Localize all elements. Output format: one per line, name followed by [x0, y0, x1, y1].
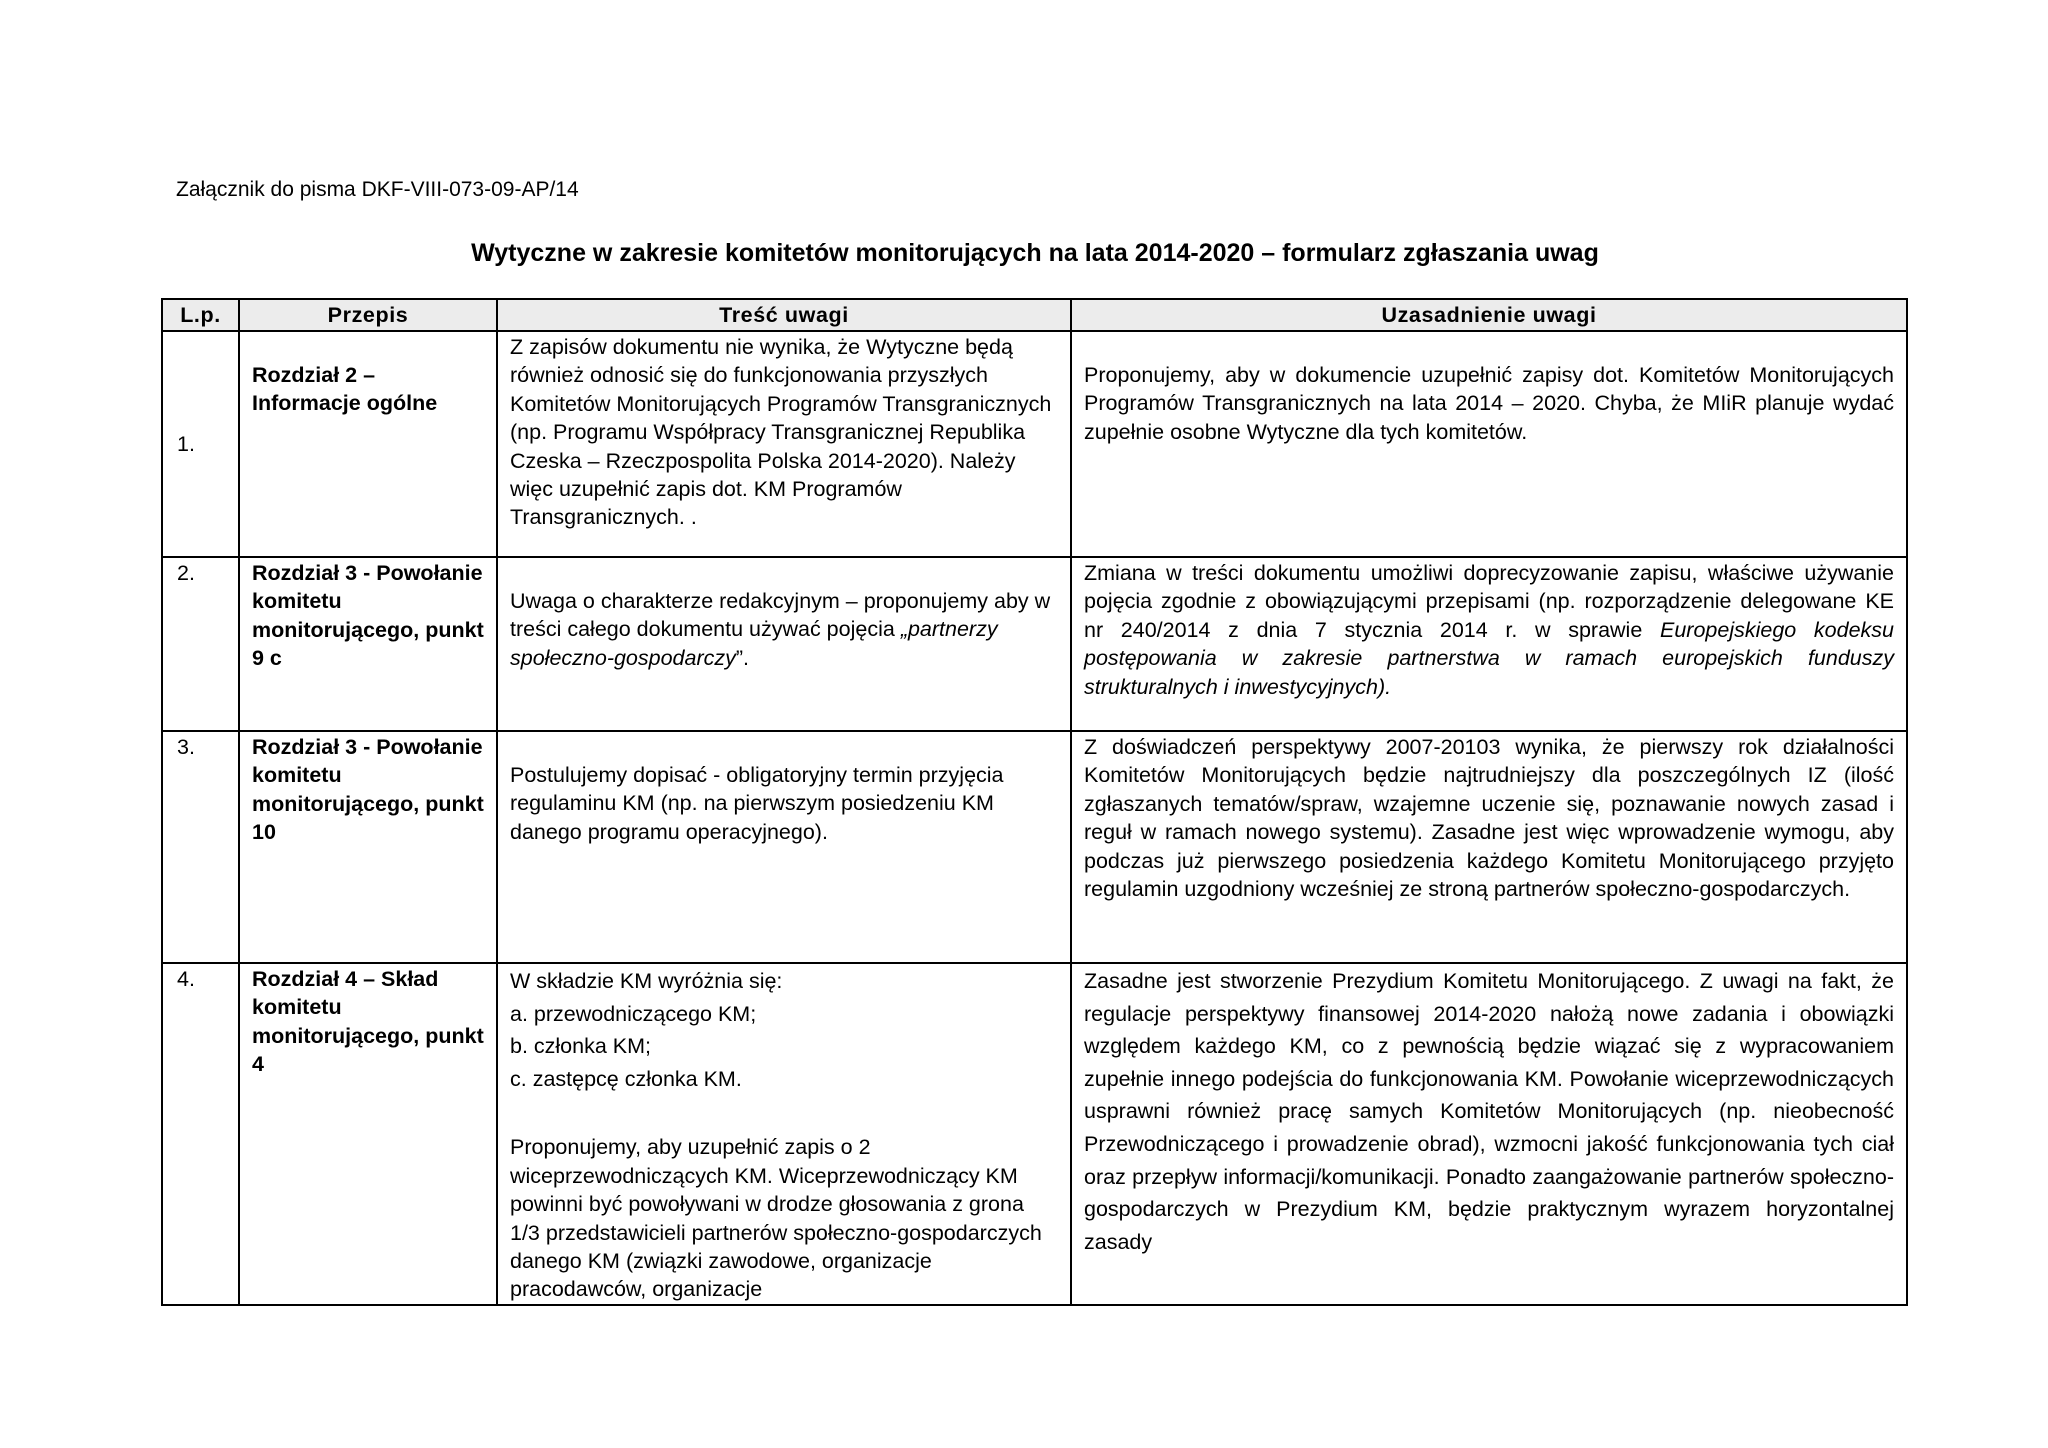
document-reference: Załącznik do pisma DKF-VIII-073-09-AP/14: [176, 178, 579, 201]
cell-lp: 1.: [162, 331, 239, 557]
uzas-text: Zmiana w treści dokumentu umożliwi doprecyzowanie zapisu, właściwe używanie pojęcia zgodnie z obowiązującymi przepisami (np. rozporządzenie delegowane KE nr 240/2014 z dnia 7 stycznia 2014 r. w sprawie: [1084, 561, 1894, 642]
przepis-line: Rozdział 2 –: [252, 363, 376, 387]
cell-lp: 2.: [162, 557, 239, 731]
cell-przepis: Rozdział 3 - Powołanie komitetu monitorującego, punkt 10: [239, 731, 497, 963]
tresc-list-item: c. zastępcę członka KM.: [510, 1066, 742, 1091]
tresc-list-item: b. członka KM;: [510, 1034, 651, 1059]
header-tresc: Treść uwagi: [497, 299, 1071, 331]
tresc-intro: W składzie KM wyróżnia się:: [510, 969, 783, 993]
tresc-quote: „partnerzy społeczno-gospodarczy: [510, 617, 998, 670]
table-row: [162, 557, 1907, 731]
spacer: [510, 1095, 1058, 1133]
cell-uzasadnienie: Zasadne jest stworzenie Prezydium Komitetu Monitorującego. Z uwagi na fakt, że regulacje perspektywy finansowej 2014-2020 nałożą nowe zadania i obowiązki względem każdego KM, co z pewnością będzie wiązać się z wypracowaniem zupełnie innego podejścia do funkcjonowania KM. Powołanie wiceprzewodniczących usprawni również pracę samych Komitetów Monitorujących (np. nieobecność Przewodniczącego i prowadzenie obrad), wzmocni jakość funkcjonowania tych ciał oraz przepływ informacji/komunikacji. Ponadto zaangażowanie partnerów społeczno-gospodarczych w Prezydium KM, będzie praktycznym wyrazem horyzontalnej zasady: [1071, 963, 1907, 1305]
cell-uzasadnienie: [1071, 557, 1907, 731]
uzas-end: ).: [1377, 674, 1392, 699]
cell-tresc: Z zapisów dokumentu nie wynika, że Wytyczne będą również odnosić się do funkcjonowania przyszłych Komitetów Monitorujących Programów Transgranicznych (np. Programu Współpracy Transgranicznej Republika Czeska – Rzeczpospolita Polska 2014-2020). Należy więc uzupełnić zapis dot. KM Programów Transgranicznych. .: [497, 331, 1071, 557]
header-przepis: Przepis: [239, 299, 497, 331]
comments-table: [161, 298, 1908, 1306]
cell-tresc: [497, 557, 1071, 731]
cell-uzasadnienie: Proponujemy, aby w dokumencie uzupełnić zapisy dot. Komitetów Monitorujących Programów Transgranicznych na lata 2014 – 2020. Chyba, że MIiR planuje wydać zupełnie osobne Wytyczne dla tych komitetów.: [1071, 331, 1907, 557]
table-header: [162, 299, 1907, 331]
table-row: [162, 963, 1907, 1305]
cell-lp: 3.: [162, 731, 239, 963]
przepis-line: Informacje ogólne: [252, 391, 438, 416]
tresc-text: Uwaga o charakterze redakcyjnym – proponujemy aby w treści całego dokumentu używać pojęcia: [510, 589, 1051, 642]
tresc-paragraph: Proponujemy, aby uzupełnić zapis o 2 wiceprzewodniczących KM. Wiceprzewodniczący KM powinni być powoływani w drodze głosowania z grona 1/3 przedstawicieli partnerów społeczno-gospodarczych danego KM (związki zawodowe, organizacje pracodawców, organizacje: [510, 1135, 1042, 1302]
cell-lp: 4.: [162, 963, 239, 1305]
cell-tresc: Postulujemy dopisać - obligatoryjny termin przyjęcia regulaminu KM (np. na pierwszym posiedzeniu KM danego programu operacyjnego).: [497, 731, 1071, 963]
cell-uzasadnienie: Z doświadczeń perspektywy 2007-20103 wynika, że pierwszy rok działalności Komitetów Monitorujących będzie najtrudniejszy dla poszczególnych IZ (ilość zgłaszanych tematów/spraw, wzajemne uczenie się, poznawanie nowych zasad i reguł w ramach nowego systemu). Zasadne jest więc wprowadzenie wymogu, aby podczas już pierwszego posiedzenia każdego Komitetu Monitorującego przyjęto regulamin uzgodniony wcześniej ze stroną partnerów społeczno-gospodarczych.: [1071, 731, 1907, 963]
tresc-end: ”.: [735, 645, 750, 670]
cell-przepis: Rozdział 4 – Skład komitetu monitorującego, punkt 4: [239, 963, 497, 1305]
cell-przepis: Rozdział 3 - Powołanie komitetu monitorującego, punkt 9 c: [239, 557, 497, 731]
header-lp: L.p.: [162, 299, 239, 331]
uzas-italic: Europejskiego kodeksu postępowania w zakresie partnerstwa w ramach europejskich funduszy strukturalnych i inwestycyjnych: [1084, 617, 1894, 699]
table-row: [162, 331, 1907, 557]
document-title: Wytyczne w zakresie komitetów monitorujących na lata 2014-2020 – formularz zgłaszania uwag: [471, 239, 1599, 267]
table-header-row: [162, 299, 1907, 331]
cell-tresc: [497, 963, 1071, 1305]
tresc-list-item: a. przewodniczącego KM;: [510, 1001, 757, 1026]
cell-przepis: [239, 331, 497, 557]
table-row: [162, 731, 1907, 963]
header-uzasadnienie: Uzasadnienie uwagi: [1071, 299, 1907, 331]
